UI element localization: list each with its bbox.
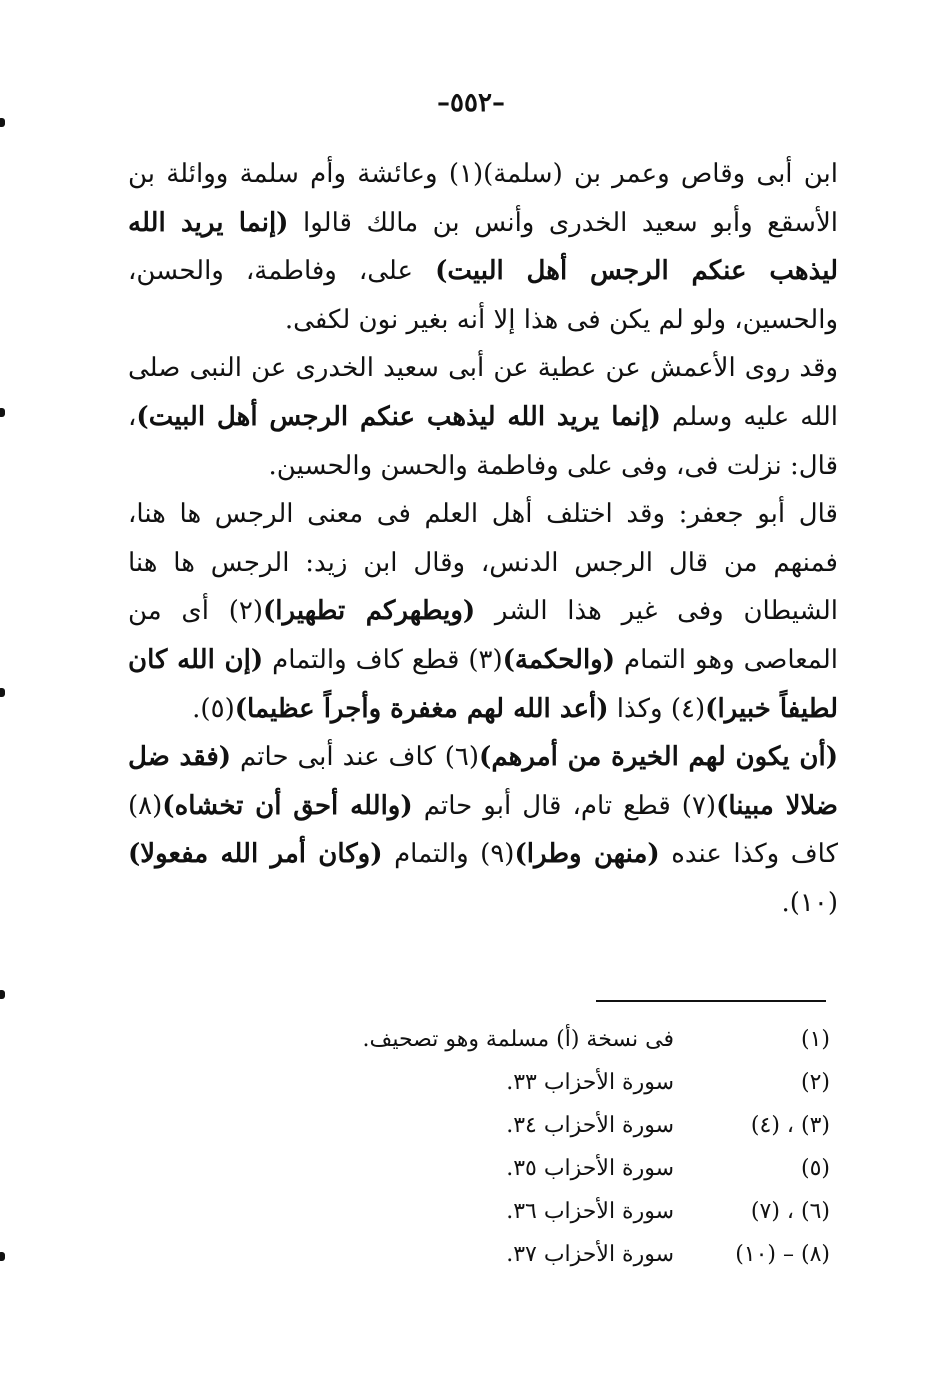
paragraph-3 bbox=[128, 490, 838, 733]
paragraph-4 bbox=[128, 733, 838, 927]
scan-mark bbox=[0, 990, 5, 999]
scan-mark bbox=[0, 688, 5, 697]
quran-verse: (إنما يريد الله ليذهب عنكم الرجس أهل البيت) bbox=[128, 207, 838, 287]
footnote bbox=[360, 1190, 830, 1233]
main-text bbox=[128, 150, 838, 928]
footnote bbox=[360, 1147, 830, 1190]
footnote-text: فى نسخة (أ) مسلمة وهو تصحيف. bbox=[362, 1027, 674, 1052]
footnotes bbox=[360, 1018, 830, 1276]
footnote-separator bbox=[596, 1000, 826, 1002]
quran-verse: (والله أحق أن تخشاه) bbox=[162, 790, 413, 821]
footnote-ref: (٥) bbox=[800, 1156, 830, 1181]
text-segment: ، قال: نزلت فى، وفى على وفاطمة والحسن والحسين. bbox=[128, 401, 838, 481]
paragraph-2 bbox=[128, 344, 838, 490]
scan-mark bbox=[0, 1252, 5, 1261]
footnote-text: سورة الأحزاب ٣٧. bbox=[506, 1242, 674, 1267]
quran-verse: (إن الله كان لطيفاً خبيرا) bbox=[128, 644, 838, 724]
quran-verse: (أن يكون لهم الخيرة من أمرهم) bbox=[479, 742, 839, 773]
text-segment: (٢) أى من المعاصى وهو التمام bbox=[128, 596, 838, 675]
text-segment: (٨) كاف وكذا عنده bbox=[128, 790, 838, 870]
footnote-text: سورة الأحزاب ٣٣. bbox=[506, 1070, 674, 1095]
scan-mark bbox=[0, 408, 5, 417]
page-number: –٥٥٢– bbox=[437, 88, 505, 118]
text-segment: (٥). bbox=[192, 693, 235, 724]
text-segment: (٤) وكذا bbox=[608, 693, 706, 724]
footnote bbox=[360, 1018, 830, 1061]
footnote-text: سورة الأحزاب ٣٥. bbox=[506, 1156, 674, 1181]
footnote-text: سورة الأحزاب ٣٦. bbox=[506, 1199, 674, 1224]
text-segment: (١٠). bbox=[781, 887, 838, 918]
text-segment: ابن أبى وقاص وعمر بن (سلمة)(١) وعائشة وأم سلمة ووائلة بن الأسقع وأبو سعيد الخدرى وأنس بن مالك قالوا bbox=[128, 159, 838, 238]
footnote bbox=[360, 1061, 830, 1104]
quran-verse: (فقد ضل ضلالا مبينا) bbox=[128, 742, 839, 821]
footnote bbox=[360, 1104, 830, 1147]
quran-verse: (منهن وطرا) bbox=[514, 839, 660, 870]
footnote-ref: (٨) – (١٠) bbox=[735, 1242, 830, 1267]
text-segment: وقد روى الأعمش عن عطية عن أبى سعيد الخدرى عن النبى صلى الله عليه وسلم bbox=[128, 353, 838, 432]
text-segment: قال أبو جعفر: وقد اختلف أهل العلم فى معنى الرجس ها هنا، فمنهم من قال الرجس الدنس، وقال ابن زيد: الرجس ها هنا الشيطان وفى غير هذا الشر bbox=[128, 499, 838, 627]
footnote-ref: (٣) ، (٤) bbox=[750, 1113, 830, 1138]
text-segment: (٣) قطع كاف والتمام bbox=[263, 644, 503, 675]
text-segment: (٧) قطع تام، قال أبو حاتم bbox=[412, 790, 717, 821]
quran-verse: (إنما يريد الله ليذهب عنكم الرجس أهل البيت) bbox=[136, 401, 661, 432]
footnote-ref: (١) bbox=[800, 1027, 830, 1052]
scan-mark bbox=[0, 118, 5, 127]
footnote bbox=[360, 1233, 830, 1276]
text-segment: على، وفاطمة، والحسن، والحسين، ولو لم يكن فى هذا إلا أنه بغير نون لكفى. bbox=[128, 256, 838, 335]
paragraph-1 bbox=[128, 150, 838, 344]
footnote-ref: (٢) bbox=[800, 1070, 830, 1095]
text-segment: (٩) والتمام bbox=[382, 839, 515, 870]
footnote-text: سورة الأحزاب ٣٤. bbox=[506, 1113, 674, 1138]
footnote-ref: (٦) ، (٧) bbox=[750, 1199, 830, 1224]
quran-verse: (أعد الله لهم مغفرة وأجراً عظيما) bbox=[234, 693, 609, 724]
quran-verse: (ويطهركم تطهيرا) bbox=[262, 596, 476, 627]
quran-verse: (وكان أمر الله مفعولا) bbox=[128, 839, 383, 870]
quran-verse: (والحكمة) bbox=[502, 644, 616, 675]
text-segment: (٦) كاف عند أبى حاتم bbox=[231, 742, 480, 773]
